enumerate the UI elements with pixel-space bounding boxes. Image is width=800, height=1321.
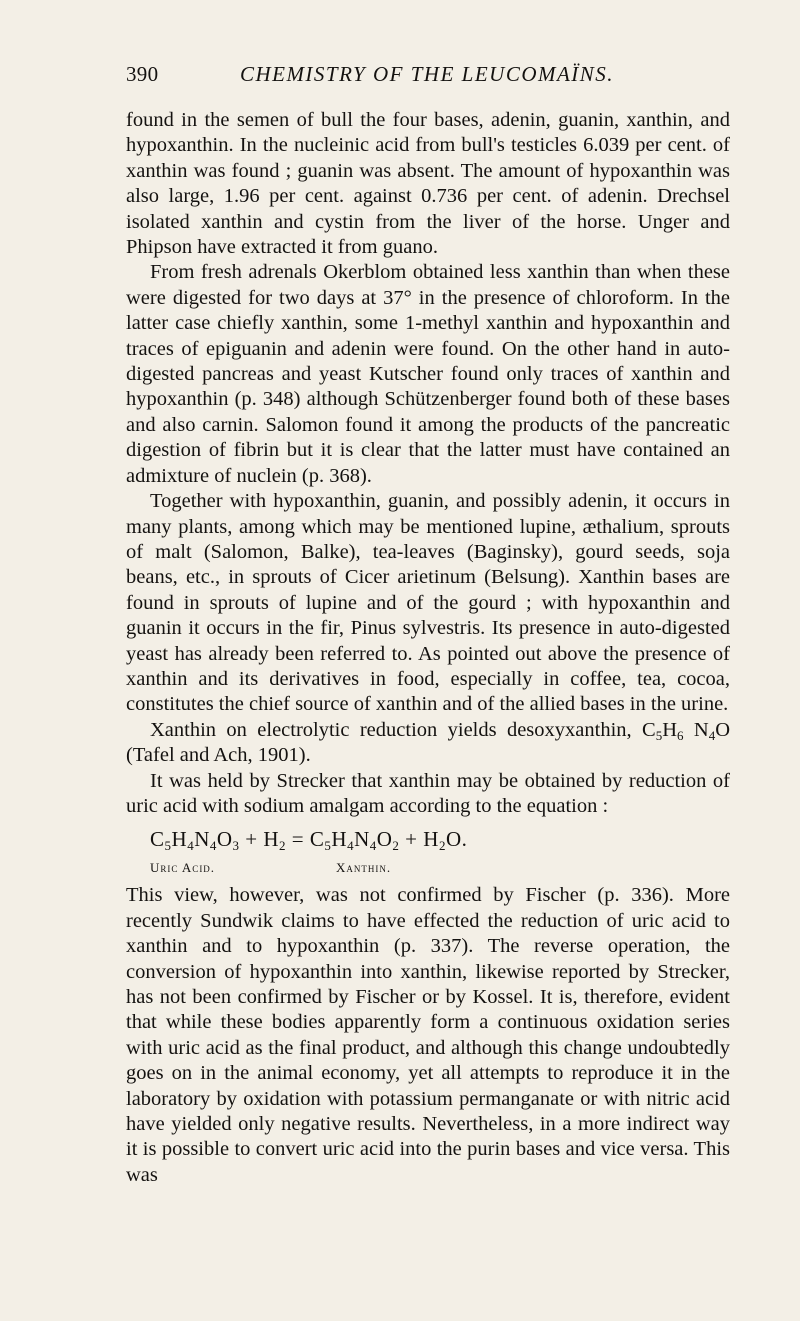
subscript: 2 — [392, 838, 400, 854]
subscript: 2 — [279, 838, 287, 854]
label-uric-acid: Uric Acid. — [150, 860, 216, 876]
equation-formula — [150, 827, 730, 852]
paragraph-fischer: This view, however, was not confirmed by Fischer (p. 336). More recently Sundwik claims to have effected the reduction of uric acid to xanthin and to hypoxanthin (p. 337). The reverse operation, the conversion of hypoxanthin into xanthin, likewise reported by Strecker, has not been confirmed by Fischer or by Kossel. It is, therefore, evident that while these bodies apparently form a continuous oxidation series with uric acid as the final product, and although this change undoubtedly goes on in the animal economy, yet all attempts to reproduce it in the laboratory by oxidation with potassium permanganate or with nitric acid have yielded only negative results. Nevertheless, in a more indirect way it is possible to convert uric acid into the purin bases and vice versa. This was — [126, 884, 730, 1186]
running-title: CHEMISTRY OF THE LEUCOMAÏNS. — [239, 62, 615, 86]
label-xanthin: Xanthin. — [336, 860, 392, 876]
page-body — [126, 108, 730, 1188]
formula-part: C — [309, 827, 325, 852]
page-header — [126, 62, 728, 90]
paragraph-adrenals: From fresh adrenals Okerblom obtained less xanthin than when these were digested for two days at 37° in the presence of chloroform. In the latter case chiefly xanthin, some 1-methyl xanthin and hypoxanthin and traces of epiguanin and adenin were found. On the other hand in auto-digested pancreas and yeast Kutscher found only traces of xanthin and hypoxanthin (p. 348) although Schützenberger found both of these bases and also carnin. Salomon found it among the products of the pancreatic digestion of fibrin but it is clear that the latter must have contained an admixture of nuclein (p. 368). — [126, 261, 730, 487]
text-segment: O (Tafel and Ach, 1901). — [126, 718, 730, 767]
formula-part: C — [150, 827, 165, 852]
formula-part: H — [171, 827, 188, 852]
formula-part: O. — [445, 827, 468, 852]
formula-part: H — [331, 827, 348, 852]
page-number: 390 — [126, 62, 159, 86]
subscript: 5 — [164, 838, 172, 854]
subscript: 4 — [187, 838, 195, 854]
text-segment: N — [683, 718, 709, 741]
subscript: 3 — [232, 838, 240, 854]
plus-sign: + — [239, 827, 264, 852]
subscript: 2 — [438, 838, 446, 854]
formula-part: O — [376, 827, 393, 852]
subscript: 4 — [347, 838, 355, 854]
formula-part: H — [263, 827, 280, 852]
text-segment: H — [662, 718, 678, 741]
subscript: 5 — [324, 838, 332, 854]
paragraph-electrolytic-reduction — [126, 718, 730, 769]
text-segment: Xanthin on electrolytic reduction yields desoxyxanthin, C — [150, 718, 656, 741]
formula-part: N — [194, 827, 210, 852]
subscript: 5 — [655, 727, 663, 743]
subscript: 4 — [708, 727, 716, 743]
formula-part: H — [423, 827, 439, 852]
formula-part: N — [354, 827, 370, 852]
subscript: 4 — [369, 838, 377, 854]
equals-sign: = — [286, 827, 310, 852]
subscript: 6 — [677, 727, 684, 743]
plus-sign: + — [399, 827, 424, 852]
chemical-equation — [126, 827, 730, 879]
paragraph-strecker: It was held by Strecker that xanthin may be obtained by reduction of uric acid with sodium amalgam according to the equation : — [126, 769, 730, 817]
paragraph-plants: Together with hypoxanthin, guanin, and possibly adenin, it occurs in many plants, among which may be mentioned lupine, æthalium, sprouts of malt (Salomon, Balke), tea-leaves (Baginsky), gourd seeds, soja beans, etc., in sprouts of Cicer arietinum (Belsung). Xanthin bases are found in sprouts of lupine and of the gourd ; with hypoxanthin and guanin it occurs in the fir, Pinus sylvestris. Its presence in auto-digested yeast has already been referred to. As pointed out above the presence of xanthin and its derivatives in food, especially in coffee, tea, cocoa, constitutes the chief source of xanthin and of the allied bases in the urine. — [126, 490, 730, 716]
formula-part: O — [216, 827, 233, 852]
paragraph-xanthin-sources: found in the semen of bull the four bases, adenin, guanin, xanthin, and hypoxanthin. In the nucleinic acid from bull's testicles 6.039 per cent. of xanthin was found ; guanin was absent. The amount of hypoxanthin was also large, 1.96 per cent. against 0.736 per cent. of adenin. Drechsel isolated xanthin and cystin from the liver of the horse. Unger and Phipson have extracted it from guano. — [126, 109, 730, 259]
subscript: 4 — [209, 838, 217, 854]
